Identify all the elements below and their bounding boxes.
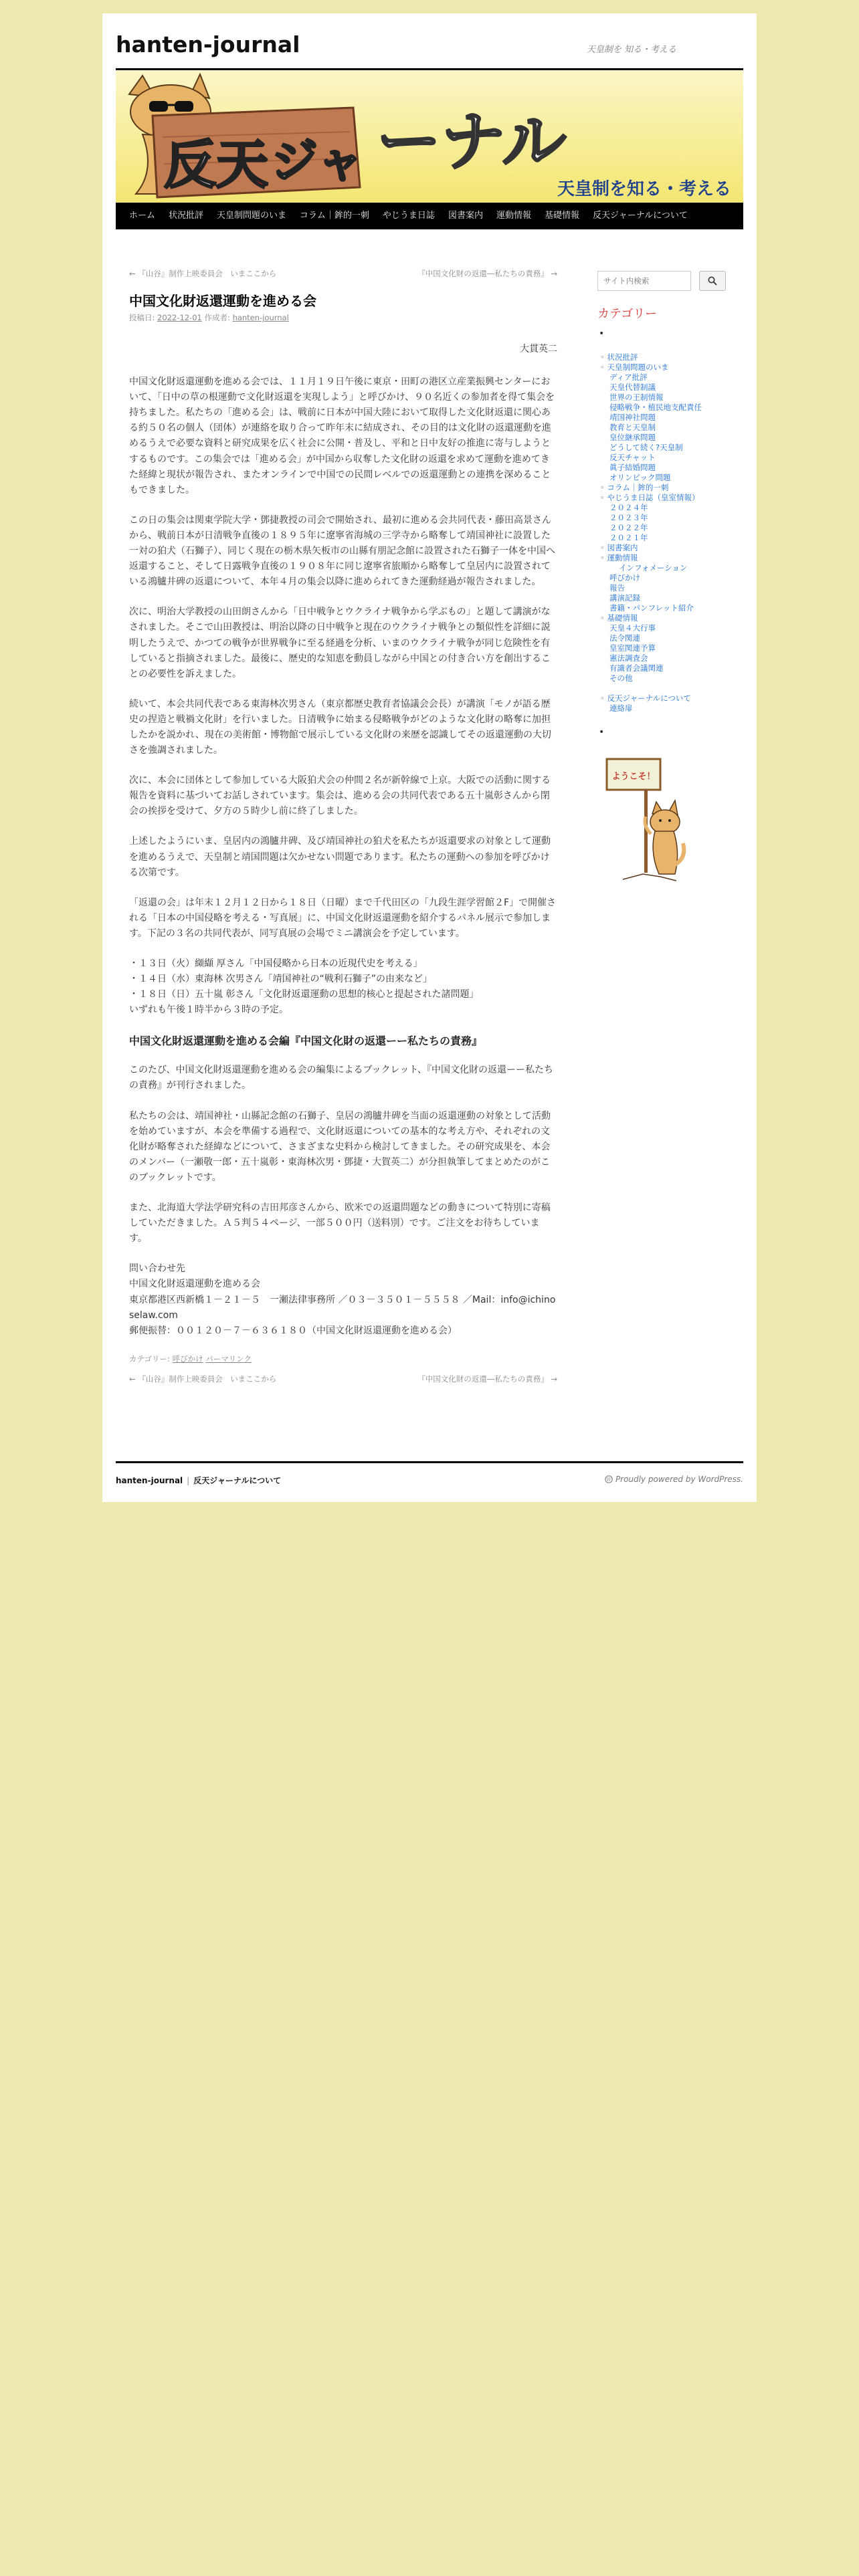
- category-item: [597, 503, 743, 513]
- category-link[interactable]: 法令関連: [609, 633, 640, 643]
- category-link[interactable]: 憲法調査会: [609, 653, 648, 663]
- category-item: [597, 483, 743, 493]
- category-item: [597, 633, 743, 643]
- category-bullet: ◦: [600, 362, 607, 372]
- category-link[interactable]: インフォメーション: [619, 563, 688, 572]
- next-post-link[interactable]: 『中国文化財の返還―私たちの責務』 →: [417, 269, 557, 278]
- search-form: [597, 271, 743, 291]
- category-item: [597, 473, 743, 483]
- category-link[interactable]: ２０２４年: [609, 503, 648, 512]
- category-link[interactable]: 連絡扉: [609, 704, 633, 713]
- category-link[interactable]: 天皇４大行事: [609, 623, 656, 633]
- category-bullet: ◦: [600, 493, 607, 502]
- post-date-link[interactable]: 2022-12-01: [157, 313, 202, 322]
- paragraph-1: 中国文化財返還運動を進める会では、１１月１９日午後に東京・田町の港区立産業振興センターにおいて、「日中の草の根運動で文化財返還を実現しよう」と呼びかけ、９０名近くの参加者を得て集会を持ちました。私たちの「進める会」は、戦前に日本が中国大陸において取得した文化財返還に関心ある約５０名の個人（団体）が連絡を取り合って昨年末に結成され、その目的は文化財の返還運動を進めるうえで必要な資料と研究成果を広く社会に公開・普及し、平和と日中友好の推進に寄与しようとするものです。この集会では「進める会」が中国から収奪した文化財の返還を求めて運動を進めてきた経緯と現状が報告され、またオンラインで中国での民間レベルでの返還運動との連携を深めることもできました。: [129, 377, 555, 496]
- footer-about-link[interactable]: 反天ジャーナルについて: [193, 1476, 282, 1485]
- booklet-heading: 中国文化財返還運動を進める会編『中国文化財の返還ーー私たちの責務』: [129, 1035, 483, 1048]
- paragraph-11: また、北海道大学法学研究科の吉田邦彦さんから、欧米での返還問題などの動きについて特別に寄稿していただきました。Ａ５判５４ページ、一部５００円（送料別）です。ご注文をお待ちしています。: [129, 1202, 551, 1245]
- category-item: [597, 623, 743, 633]
- page: [102, 13, 757, 1502]
- category-item: [597, 673, 743, 683]
- category-link[interactable]: 運動情報: [607, 553, 638, 562]
- category-item: [597, 533, 743, 543]
- category-spacer: [597, 683, 743, 693]
- category-link[interactable]: 皇室関連予算: [609, 643, 656, 653]
- category-link[interactable]: ディア批評: [609, 372, 648, 382]
- category-item: [597, 583, 743, 593]
- category-item: [597, 563, 743, 573]
- category-item: [597, 573, 743, 583]
- category-item: [597, 543, 743, 553]
- menu-item-books[interactable]: 図書案内: [448, 211, 483, 221]
- category-link[interactable]: コラム｜鉾的一刺: [607, 483, 669, 492]
- search-icon: [708, 276, 717, 286]
- category-link[interactable]: その他: [609, 673, 633, 683]
- category-item: [597, 383, 743, 393]
- category-link[interactable]: ２０２２年: [609, 523, 648, 532]
- category-link[interactable]: どうして続く?天皇制: [609, 443, 683, 452]
- paragraph-6: 上述したようにいま、皇居内の鴻臚井碑、及び靖国神社の狛犬を私たちが返還要求の対象として運動を進めるうえで、天皇制と靖国問題は欠かせない問題であります。私たちの運動への参加を呼びかける次第です。: [129, 836, 551, 878]
- category-item: [597, 413, 743, 423]
- search-button[interactable]: [699, 271, 726, 291]
- category-link[interactable]: 報告: [609, 583, 625, 593]
- category-item: [597, 593, 743, 603]
- categories-widget-title: カテゴリー: [597, 307, 658, 321]
- wordpress-icon: [605, 1475, 613, 1483]
- svg-text:天皇制を知る・考える: 天皇制を知る・考える: [557, 179, 732, 199]
- category-item: [597, 653, 743, 663]
- category-item: [597, 523, 743, 533]
- prev-post-link-below[interactable]: ← 『山谷』制作上映委員会 いまここから: [129, 1374, 277, 1384]
- menu-item-column[interactable]: コラム｜鉾的一刺: [300, 211, 369, 221]
- category-link[interactable]: 教育と天皇制: [609, 423, 656, 432]
- menu-item-basics[interactable]: 基礎情報: [544, 211, 579, 221]
- banner-illustration: [116, 70, 743, 203]
- next-post-link-below[interactable]: 『中国文化財の返還―私たちの責務』 →: [417, 1374, 557, 1384]
- category-item: [597, 553, 743, 563]
- post-nav-above: [129, 268, 557, 280]
- category-bullet: ◦: [600, 613, 607, 623]
- post-title: 中国文化財返還運動を進める会: [129, 293, 316, 309]
- category-item: [597, 433, 743, 443]
- category-bullet: ◦: [600, 352, 607, 362]
- category-bullet: ◦: [600, 693, 607, 703]
- date-prefix: 投稿日:: [129, 313, 155, 322]
- paragraph-4: 続いて、本会共同代表である東海林次男さん（東京都歴史教育者協議会会長）が講演「モノが語る歴史の捏造と戦禍文化財」を行いました。日清戦争に始まる侵略戦争がどのような文化財の略奪に加担したかを説かれ、現在の美術館・博物館で展示している文化財の来歴を認識してその返還運動の大切さを強調されました。: [129, 698, 551, 756]
- categories-prefix: カテゴリー:: [129, 1354, 170, 1364]
- sidebar: [597, 271, 743, 886]
- menu-item-movement[interactable]: 運動情報: [496, 211, 531, 221]
- prev-post-link[interactable]: ← 『山谷』制作上映委員会 いまここから: [129, 269, 277, 278]
- footer: [116, 1461, 743, 1485]
- category-link[interactable]: 呼びかけ: [609, 573, 640, 582]
- post-author-link[interactable]: hanten-journal: [232, 313, 289, 322]
- site-info: [116, 1475, 281, 1486]
- category-link[interactable]: 図書案内: [607, 543, 638, 552]
- paragraph-10: 私たちの会は、靖国神社・山縣記念館の石獅子、皇居の鴻臚井碑を当面の返還運動の対象として活動を始めていますが、本会を準備する過程で、文化財返還についての基本的な考え方や、それぞれの文化財が略奪された経緯などについて、さまざまな史料から検討してきました。その研究成果を、本会のメンバー（一瀬敬一郎・五十嵐彰・東海林次男・鄧捷・大賀英二）が分担執筆してまとめたのがこのブックレットです。: [129, 1110, 551, 1183]
- category-item: [597, 704, 743, 714]
- paragraph-9: このたび、中国文化財返還運動を進める会の編集によるブックレット、『中国文化財の返還ーー私たちの責務』が刊行されました。: [129, 1065, 554, 1091]
- category-link[interactable]: オリンピック問題: [609, 473, 671, 482]
- paragraph-7: 「返還の会」は年末１２月１２日から１８日（日曜）まで千代田区の「九段生涯学習館２F」で開催される「日本の中国侵略を考える・写真展」に、中国文化財返還運動を紹介するパネル展示で参加します。下記の３名の共同代表が、同写真展の会場でミニ講演会を予定しています。: [129, 897, 557, 939]
- post-nav-below: [129, 1374, 557, 1386]
- header-banner[interactable]: [116, 70, 743, 203]
- menu-item-diary[interactable]: やじうま日誌: [382, 211, 435, 221]
- post-signature: 大貫英二: [520, 344, 557, 354]
- category-link[interactable]: 基礎情報: [607, 613, 638, 623]
- category-item: [597, 403, 743, 413]
- category-link[interactable]: 反天ジャーナルについて: [607, 693, 691, 703]
- category-item: [597, 393, 743, 403]
- category-item: [597, 352, 743, 362]
- menu-item-situation[interactable]: 状況批評: [169, 211, 204, 221]
- category-link[interactable]: 書籍・パンフレット紹介: [609, 603, 694, 613]
- category-link[interactable]: 眞子結婚問題: [609, 463, 656, 472]
- svg-text:天: 天: [216, 135, 269, 195]
- category-item: [597, 513, 743, 523]
- category-item: [597, 613, 743, 623]
- site-description: 天皇制を 知る・考える: [586, 45, 676, 55]
- paragraph-contact: 問い合わせ先 中国文化財返還運動を進める会 東京都港区西新橋１－２１－５ 一瀬法律事務所 ／０３－３５０１－５５５８ ／Mail：info@ichinoselaw.com 郵便振替：００１２０－７－６３６１８０（中国文化財返還運動を進める会）: [129, 1263, 556, 1336]
- post-body: [129, 342, 557, 1339]
- category-list: [597, 352, 743, 714]
- category-bullet: ◦: [600, 543, 607, 552]
- category-item: [597, 463, 743, 473]
- permalink-link[interactable]: パーマリンク: [205, 1354, 252, 1364]
- category-link[interactable]: やじうま日誌（皇室情報）: [607, 493, 700, 502]
- category-link[interactable]: ２０２１年: [609, 533, 648, 542]
- category-link[interactable]: 靖国神社問題: [609, 413, 656, 422]
- bullet: •: [599, 328, 605, 339]
- category-link[interactable]: 世界の王制情報: [609, 393, 664, 402]
- svg-text:W: W: [606, 1477, 611, 1483]
- wordpress-credit[interactable]: [605, 1475, 743, 1484]
- svg-text:ジャ: ジャ: [271, 134, 364, 189]
- category-item: [597, 423, 743, 433]
- category-link[interactable]: 呼びかけ: [172, 1354, 203, 1364]
- category-link[interactable]: 状況批評: [607, 352, 638, 362]
- post-categories: [129, 1354, 557, 1364]
- site-title[interactable]: hanten-journal: [116, 31, 300, 58]
- menu-item-home[interactable]: ホーム: [129, 211, 156, 221]
- footer-site-link[interactable]: hanten-journal: [116, 1476, 183, 1485]
- footer-rule: [116, 1461, 743, 1463]
- post-meta: [129, 312, 557, 323]
- bullet-2: •: [599, 727, 605, 738]
- category-link[interactable]: 天皇制問題のいま: [607, 362, 669, 372]
- category-link[interactable]: 侵略戦争・植民地支配責任: [609, 403, 702, 412]
- paragraph-5: 次に、本会に団体として参加している大阪狛犬会の仲間２名が新幹線で上京。大阪での活動に関する報告を資料に基づいてお話しされています。集会は、進める会の共同代表である五十嵐彰さんから閉会の挨拶を受けて、夕方の５時少し前に終了しました。: [129, 775, 551, 817]
- category-item: [597, 362, 743, 372]
- category-link[interactable]: 天皇代替制議: [609, 383, 656, 392]
- paragraph-2: この日の集会は関東学院大学・鄧捷教授の司会で開始され、最初に進める会共同代表・藤田高景さんから、戦前日本が日清戦争直後の１８９５年に遼寧省海城の三学寺から略奪して靖国神社に設置した一対の狛犬（石獅子）、同じく現在の栃木県矢板市の山縣有朋記念館に設置された石獅子一体を中国へ返還すること、そして日露戦争直後の１９０８年に同じ遼寧省旅順から略奪して皇居内に設置されている鴻臚井碑の返還について、本年４月の集会以降に進められてきた運動経過が報告されました。: [129, 514, 555, 588]
- svg-text:ーナル: ーナル: [377, 104, 567, 179]
- category-link[interactable]: 有識者会議関連: [609, 663, 664, 673]
- paragraph-3: 次に、明治大学教授の山田朗さんから「日中戦争とウクライナ戦争から学ぶもの」と題して講演がなされました。そこで山田教授は、明治以降の日中戦争と現在のウクライナ戦争との類似性を詳細に説明したうえで、かつての戦争が世界戦争に至る経過を分析、いまのウクライナ戦争が同じ危険性を有していると指摘されました。最後に、歴史的な知恵を動員しながら中国との付き合い方を創出することの必要性を訴えました。: [129, 607, 551, 679]
- menu-item-about[interactable]: 反天ジャーナルについて: [592, 211, 688, 221]
- category-link[interactable]: 講演記録: [609, 593, 640, 603]
- category-item: [597, 643, 743, 653]
- wordpress-credit-text: Proudly powered by WordPress.: [615, 1475, 743, 1484]
- main-menu: [116, 203, 743, 229]
- category-item: [597, 493, 743, 503]
- paragraph-schedule: ・１３日（火）纐纈 厚さん「中国侵略から日本の近現代史を考える」 ・１４日（水）東海林 次男さん「靖国神社の“戦利石獅子”の由来など」 ・１８日（日）五十嵐 彰さん「文化財返還運動の思想的核心と提起された諸問題」 いずれも午後１時半から３時の予定。: [129, 958, 479, 1016]
- category-link[interactable]: 皇位継承問題: [609, 433, 656, 442]
- category-item: [597, 443, 743, 453]
- welcome-cat-icon: [603, 752, 688, 886]
- category-item: [597, 693, 743, 704]
- category-link[interactable]: ２０２３年: [609, 513, 648, 522]
- svg-text:反: 反: [164, 135, 217, 195]
- category-item: [597, 603, 743, 613]
- category-item: [597, 453, 743, 463]
- welcome-cat-image[interactable]: [603, 752, 688, 886]
- footer-separator: |: [187, 1476, 190, 1485]
- welcome-sign-text: ようこそ！: [611, 772, 656, 782]
- category-item: [597, 372, 743, 383]
- category-link[interactable]: 反天チャット: [609, 453, 656, 462]
- category-bullet: ◦: [600, 483, 607, 492]
- category-item: [597, 663, 743, 673]
- content: [129, 229, 557, 1386]
- author-prefix: 作成者:: [204, 313, 230, 322]
- search-input[interactable]: [597, 271, 691, 291]
- menu-item-emperor-issues[interactable]: 天皇制問題のいま: [217, 211, 287, 221]
- category-bullet: ◦: [600, 553, 607, 562]
